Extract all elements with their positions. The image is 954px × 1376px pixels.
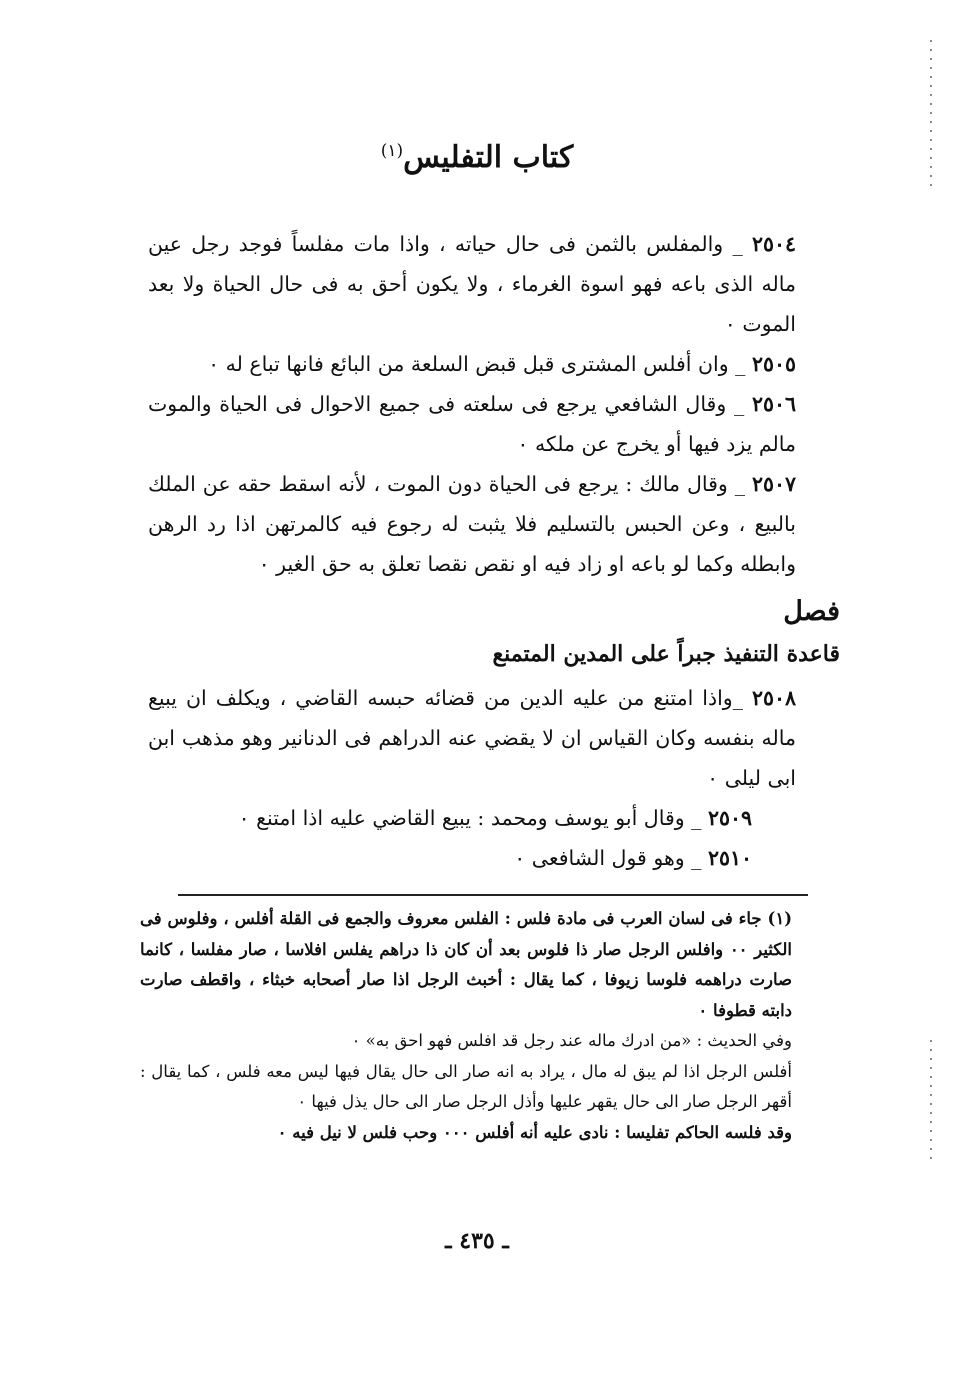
footnote-meaning: أفلس الرجل اذا لم يبق له مال ، يراد به انه صار الى حال يقال فيها ليس معه فلس ، كما يقال : أقهر الرجل صار الى حال يقهر عليها وأذل الرجل صار الى حال يذل فيها ٠ [140, 1061, 792, 1111]
paragraph-number: ٢٥٠٦ [751, 392, 796, 416]
paragraph-2509 [148, 798, 840, 838]
paragraph-text: _واذا امتنع من عليه الدين من قضائه حبسه القاضي ، ويكلف ان يبيع ماله بنفسه وكان القياس ان لا يقضي عنه الدراهم فى الدنانير وهو مذهب ابن ابى ليلى ٠ [148, 686, 796, 790]
paragraph-text: _ وهو قول الشافعى ٠ [514, 846, 702, 870]
paragraph-2506 [148, 384, 840, 464]
chapter-title [0, 140, 954, 175]
page-number: ـ ٤٣٥ ـ [445, 1228, 509, 1254]
paragraph-text: _ وقال أبو يوسف ومحمد : يبيع القاضي عليه اذا امتنع ٠ [238, 806, 702, 830]
footnote-divider [178, 894, 808, 896]
paragraph-text: _ وقال مالك : يرجع فى الحياة دون الموت ، لأنه اسقط حقه عن الملك بالبيع ، وعن الحبس بالتسليم فلا يثبت له رجوع فيه كالمرتهن اذا رد الرهن وابطله وكما لو باعه او زاد فيه او نقص نقصا تعلق به حق الغير ٠ [148, 472, 796, 576]
paragraph-2505 [148, 344, 840, 384]
footnote-1: (١) جاء فى لسان العرب فى مادة فلس : الفلس معروف والجمع فى القلة أفلس ، وفلوس فى الكثير ٠٠ وافلس الرجل صار ذا فلوس بعد أن كان ذا دراهم يفلس افلاسا ، صار مفلسا ، كانما صارت دراهمه فلوسا زيوفا ، كما يقال : أخبث الرجل اذا صار أصحابه خبثاء ، واقطف صارت دابته قطوفا ٠ [140, 909, 793, 1020]
chapter-title-text: كتاب التفليس [403, 140, 574, 175]
paragraph-2507 [148, 464, 840, 584]
paragraph-number: ٢٥٠٥ [751, 352, 796, 376]
paragraph-2508 [148, 678, 840, 798]
footnotes [140, 904, 842, 1148]
footnote-hadith: وفي الحديث : «من ادرك ماله عند رجل قد افلس فهو احق به» ٠ [351, 1031, 792, 1050]
paragraph-number: ٢٥٠٨ [751, 686, 796, 710]
paragraph-number: ٢٥٠٧ [751, 472, 796, 496]
section-subheading: قاعدة التنفيذ جبراً على المدين المتمنع [492, 641, 840, 667]
paragraph-number: ٢٥١٠ [707, 846, 752, 870]
paragraph-number: ٢٥٠٤ [751, 232, 796, 256]
paragraph-text: _ وقال الشافعي يرجع فى سلعته فى جميع الاحوال فى الحياة والموت مالم يزد فيها أو يخرج عن ملكه ٠ [148, 392, 796, 456]
paragraph-2504 [148, 224, 840, 344]
main-text [148, 224, 840, 878]
paragraph-text: _ والمفلس بالثمن فى حال حياته ، واذا مات مفلساً فوجد رجل عين ماله الذى باعه فهو اسوة الغرماء ، ولا يكون أحق به فى حال الحياة ولا بعد الموت ٠ [148, 232, 796, 336]
paragraph-number: ٢٥٠٩ [707, 806, 752, 830]
chapter-title-footnote-ref: (١) [380, 141, 404, 161]
paragraph-text: _ وان أفلس المشترى قبل قبض السلعة من البائع فانها تباع له ٠ [208, 352, 746, 376]
paragraph-2510 [148, 838, 840, 878]
section-heading: فصل [783, 596, 840, 627]
footnote-ruling: وقد فلسه الحاكم تفليسا : نادى عليه أنه أفلس ٠٠٠ وحب فلس لا نيل فيه ٠ [277, 1122, 792, 1142]
margin-scan-mark [930, 1040, 932, 1160]
